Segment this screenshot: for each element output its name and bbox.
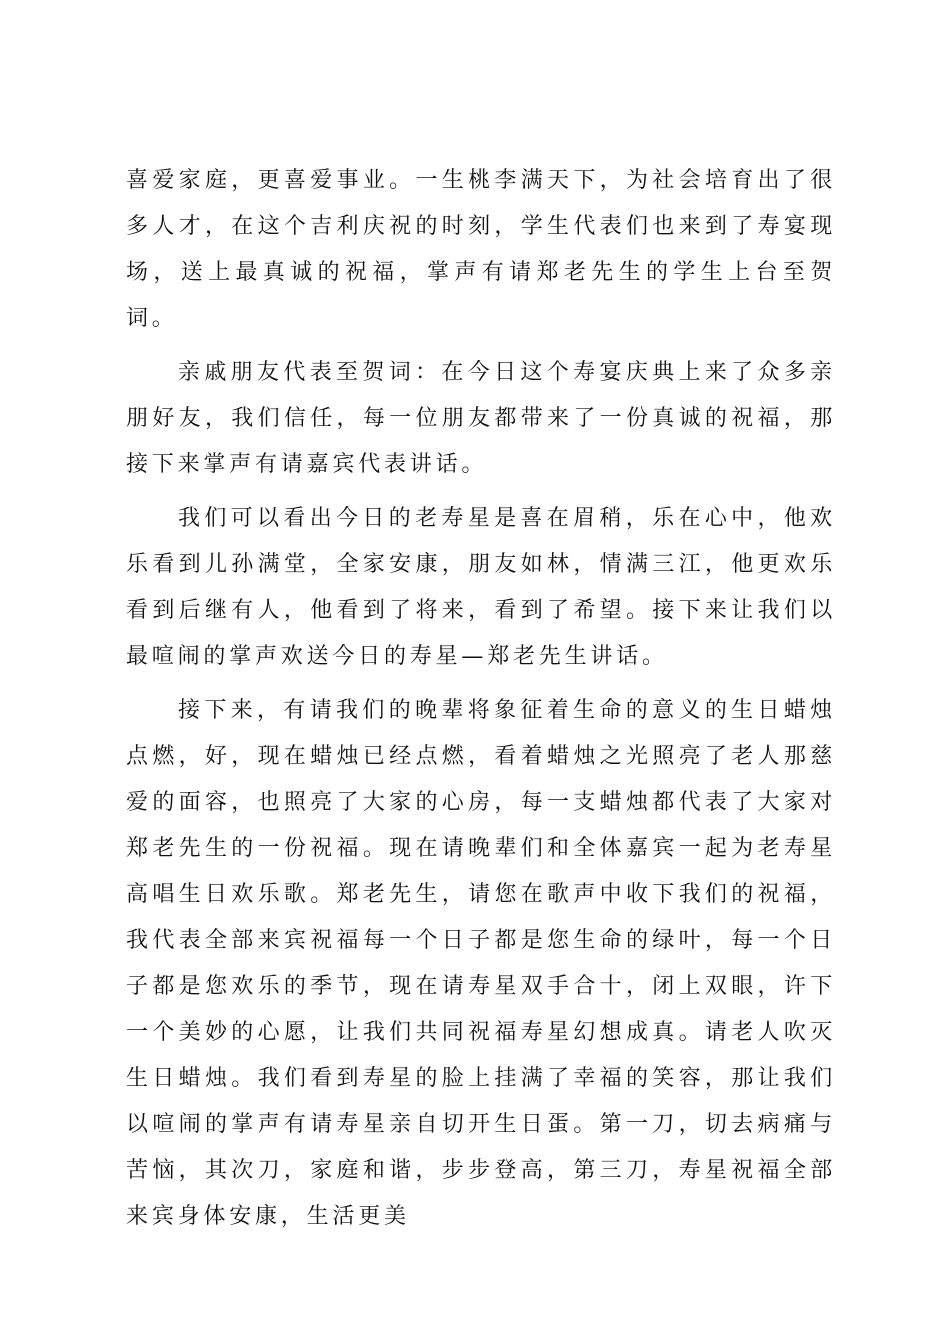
paragraph-1: 喜爱家庭，更喜爱事业。一生桃李满天下，为社会培育出了很多人才，在这个吉利庆祝的时刻，学生代表们也来到了寿宴现场，送上最真诚的祝福，掌声有请郑老先生的学生上台至贺词。 bbox=[126, 168, 836, 331]
document-body bbox=[126, 158, 836, 1248]
paragraph-4: 接下来，有请我们的晚辈将象征着生命的意义的生日蜡烛点燃，好，现在蜡烛已经点燃，看着蜡烛之光照亮了老人那慈爱的面容，也照亮了大家的心房，每一支蜡烛都代表了大家对郑老先生的一份祝福。现在请晚辈们和全体嘉宾一起为老寿星高唱生日欢乐歌。郑老先生，请您在歌声中收下我们的祝福，我代表全部来宾祝福每一个日子都是您生命的绿叶，每一个日子都是您欢乐的季节，现在请寿星双手合十，闭上双眼，许下一个美妙的心愿，让我们共同祝福寿星幻想成真。请老人吹灭生日蜡烛。我们看到寿星的脸上挂满了幸福的笑容，那让我们以喧闹的掌声有请寿星亲自切开生日蛋。第一刀，切去病痛与苦恼，其次刀，家庭和谐，步步登高，第三刀，寿星祝福全部来宾身体安康，生活更美 bbox=[126, 698, 836, 1229]
paragraph-2: 亲戚朋友代表至贺词：在今日这个寿宴庆典上来了众多亲朋好友，我们信任，每一位朋友都带来了一份真诚的祝福，那接下来掌声有请嘉宾代表讲话。 bbox=[126, 360, 836, 477]
paragraph-3: 我们可以看出今日的老寿星是喜在眉稍，乐在心中，他欢乐看到儿孙满堂，全家安康，朋友如林，情满三江，他更欢乐看到后继有人，他看到了将来，看到了希望。接下来让我们以最喧闹的掌声欢送今日的寿星—郑老先生讲话。 bbox=[126, 506, 836, 669]
